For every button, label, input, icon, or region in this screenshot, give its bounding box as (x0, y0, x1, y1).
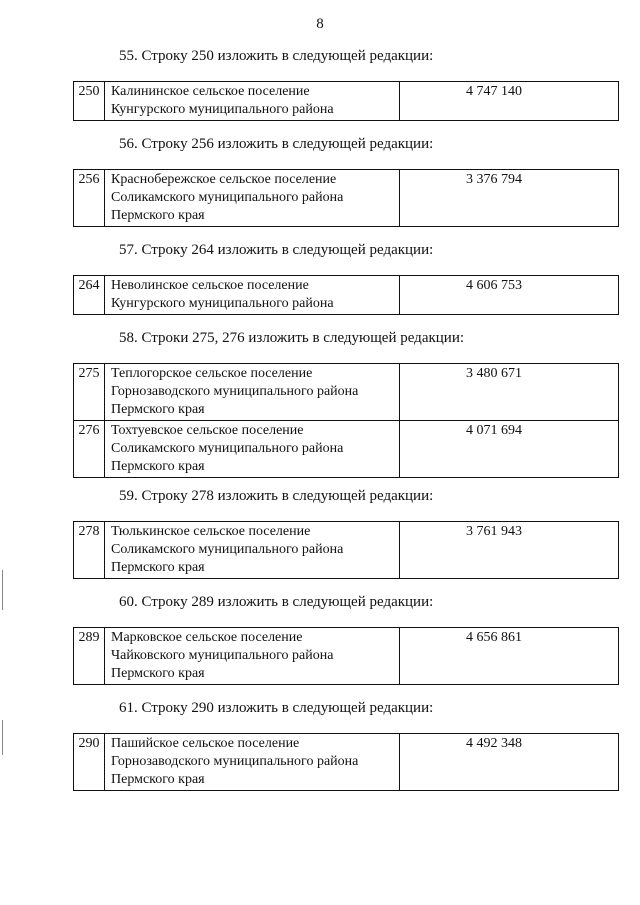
settlement-name-cell (105, 276, 400, 315)
table-row (74, 276, 619, 315)
section-heading: 59. Строку 278 изложить в следующей редакции: (119, 488, 434, 504)
table-row (74, 170, 619, 227)
amendment-table (73, 81, 619, 121)
amendment-table (73, 275, 619, 315)
row-number-cell: 264 (74, 276, 105, 315)
row-number-cell: 289 (74, 628, 105, 685)
section-heading: 55. Строку 250 изложить в следующей редакции: (119, 48, 434, 64)
scan-artifact (2, 570, 3, 610)
table-row (74, 522, 619, 579)
settlement-name-line: Теплогорское сельское поселение (111, 366, 313, 381)
settlement-name-line: Тохтуевское сельское поселение (111, 423, 304, 438)
settlement-name-line: Пашийское сельское поселение (111, 736, 300, 751)
section-heading: 56. Строку 256 изложить в следующей редакции: (119, 136, 434, 152)
amount-cell: 4 071 694 (400, 421, 619, 478)
section-heading: 60. Строку 289 изложить в следующей редакции: (119, 594, 434, 610)
amount-cell: 3 376 794 (400, 170, 619, 227)
settlement-name-line: Пермского края (111, 402, 205, 417)
scan-artifact (2, 720, 3, 755)
row-number-cell: 250 (74, 82, 105, 121)
amount-cell: 4 747 140 (400, 82, 619, 121)
amendment-table (73, 169, 619, 227)
settlement-name-line: Пермского края (111, 208, 205, 223)
table-row (74, 82, 619, 121)
settlement-name-line: Чайковского муниципального района (111, 648, 334, 663)
section-heading: 57. Строку 264 изложить в следующей редакции: (119, 242, 434, 258)
table-row (74, 734, 619, 791)
amount-cell: 4 656 861 (400, 628, 619, 685)
settlement-name-line: Кунгурского муниципального района (111, 296, 334, 311)
amount-cell: 4 606 753 (400, 276, 619, 315)
settlement-name-line: Калининское сельское поселение (111, 84, 310, 99)
page-number: 8 (316, 16, 324, 32)
section-heading: 61. Строку 290 изложить в следующей редакции: (119, 700, 434, 716)
settlement-name-line: Краснобережское сельское поселение (111, 172, 337, 187)
settlement-name-cell (105, 364, 400, 421)
row-number-cell: 278 (74, 522, 105, 579)
settlement-name-cell (105, 82, 400, 121)
table-row (74, 628, 619, 685)
settlement-name-line: Соликамского муниципального района (111, 190, 344, 205)
row-number-cell: 275 (74, 364, 105, 421)
settlement-name-line: Горнозаводского муниципального района (111, 754, 359, 769)
settlement-name-line: Марковское сельское поселение (111, 630, 303, 645)
settlement-name-cell (105, 734, 400, 791)
settlement-name-cell (105, 628, 400, 685)
section-heading: 58. Строки 275, 276 изложить в следующей редакции: (119, 330, 465, 346)
settlement-name-line: Кунгурского муниципального района (111, 102, 334, 117)
table-row (74, 421, 619, 478)
amendment-table (73, 733, 619, 791)
settlement-name-line: Пермского края (111, 772, 205, 787)
amendment-table (73, 363, 619, 478)
settlement-name-line: Пермского края (111, 666, 205, 681)
settlement-name-line: Соликамского муниципального района (111, 542, 344, 557)
settlement-name-cell (105, 522, 400, 579)
amount-cell: 4 492 348 (400, 734, 619, 791)
settlement-name-line: Неволинское сельское поселение (111, 278, 309, 293)
row-number-cell: 256 (74, 170, 105, 227)
settlement-name-line: Горнозаводского муниципального района (111, 384, 359, 399)
amendment-table (73, 521, 619, 579)
settlement-name-line: Пермского края (111, 459, 205, 474)
settlement-name-line: Пермского края (111, 560, 205, 575)
row-number-cell: 276 (74, 421, 105, 478)
settlement-name-cell (105, 170, 400, 227)
amendment-table (73, 627, 619, 685)
settlement-name-line: Соликамского муниципального района (111, 441, 344, 456)
row-number-cell: 290 (74, 734, 105, 791)
amount-cell: 3 480 671 (400, 364, 619, 421)
amount-cell: 3 761 943 (400, 522, 619, 579)
table-row (74, 364, 619, 421)
settlement-name-cell (105, 421, 400, 478)
settlement-name-line: Тюлькинское сельское поселение (111, 524, 311, 539)
